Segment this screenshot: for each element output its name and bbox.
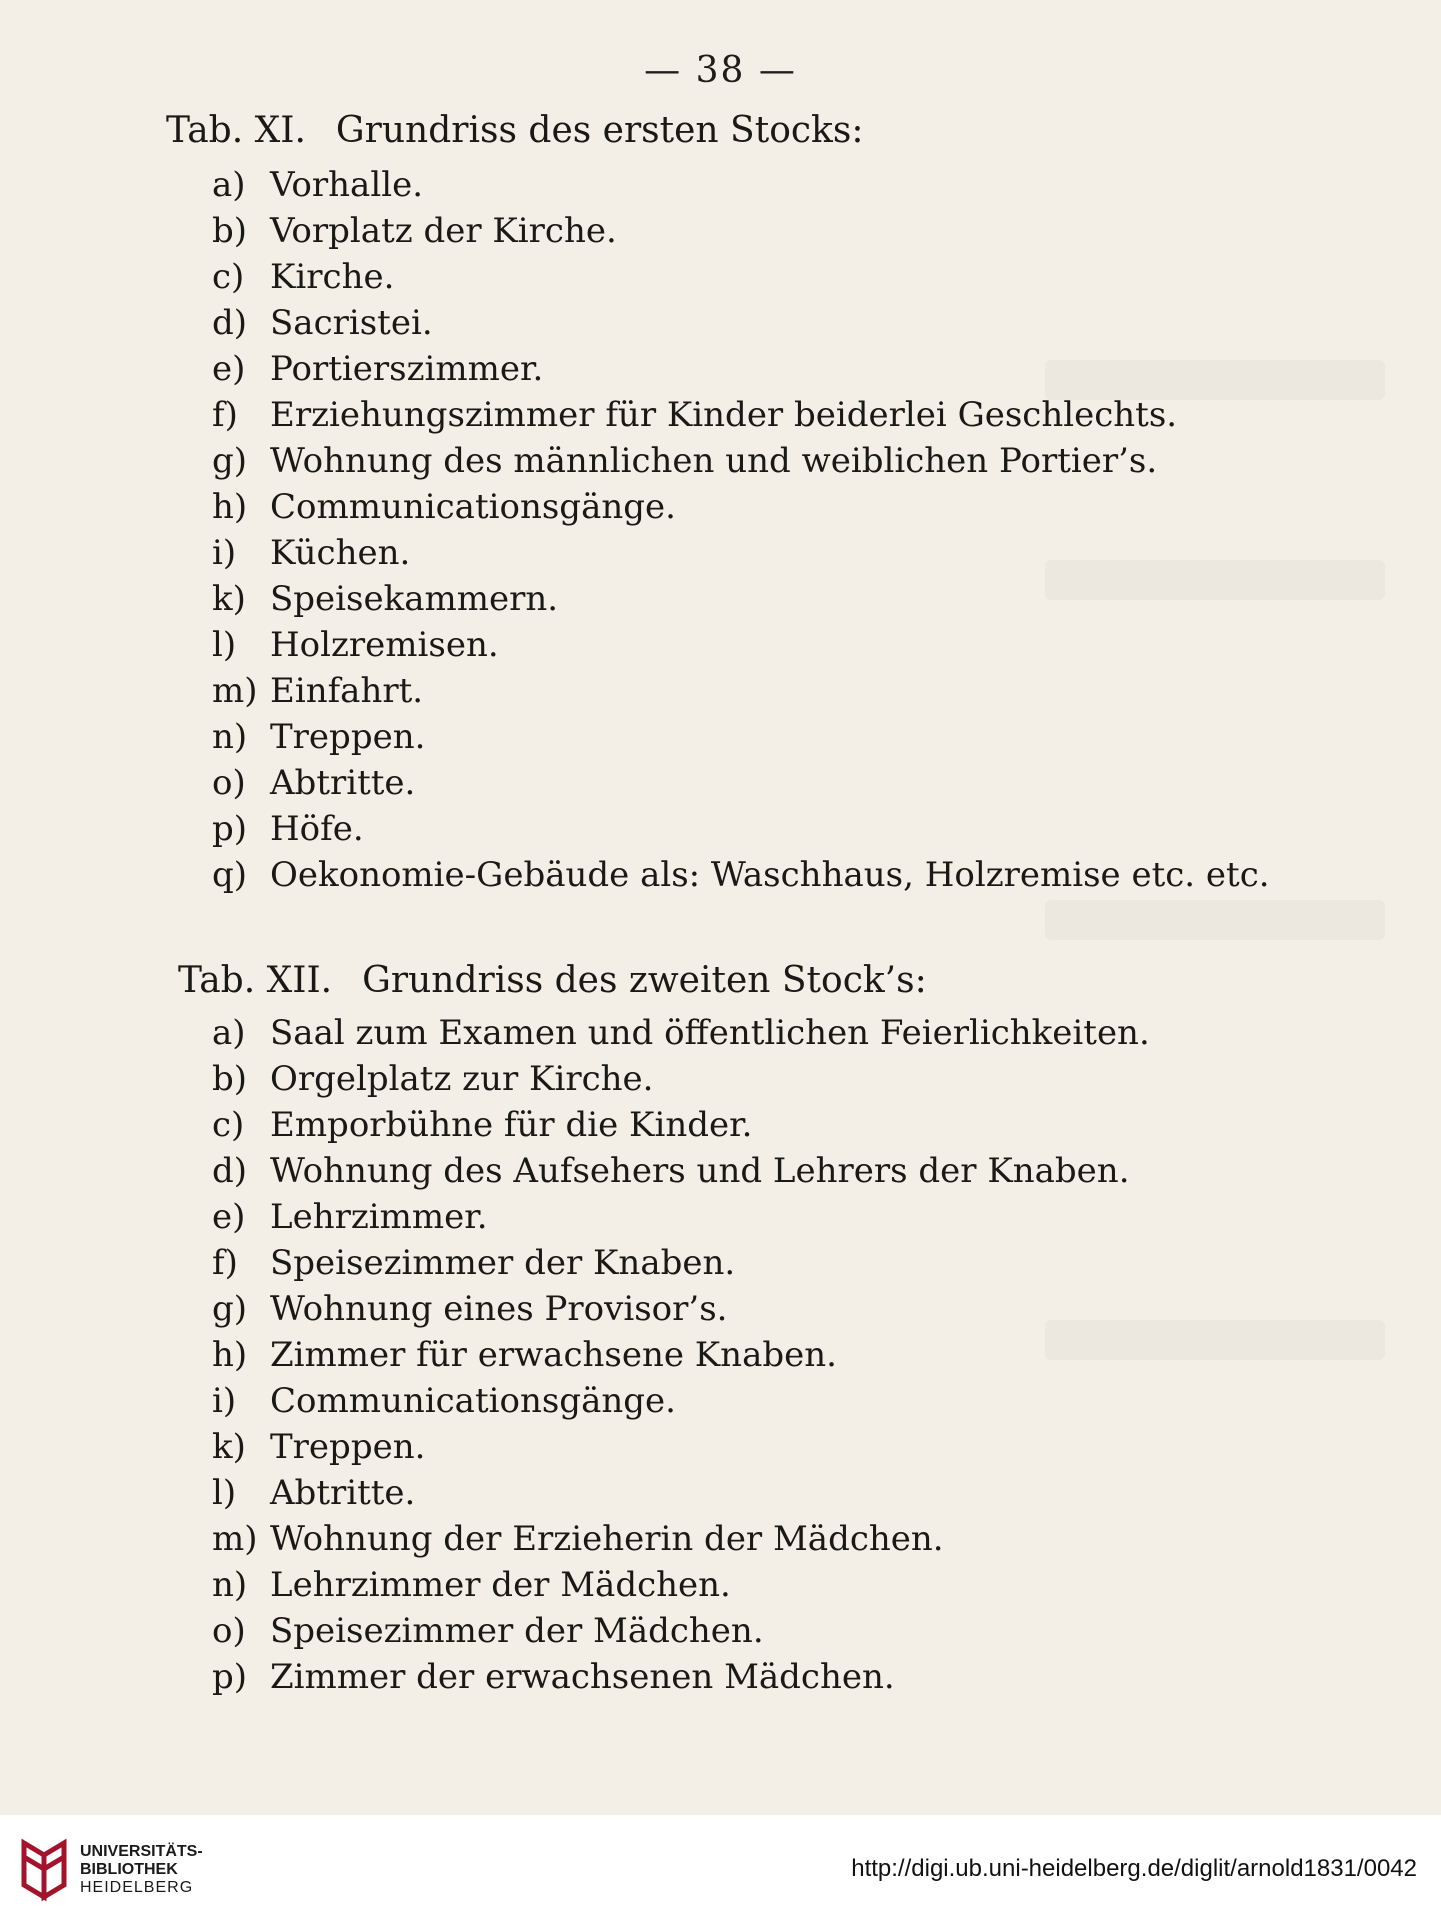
- item-label: a): [212, 1013, 246, 1053]
- item-label: i): [212, 533, 237, 573]
- list-item: [212, 622, 1270, 668]
- list-item: [212, 1240, 1150, 1286]
- item-label: k): [212, 1427, 246, 1467]
- item-label: b): [212, 1059, 248, 1099]
- item-label: d): [212, 303, 248, 343]
- item-text: Abtritte.: [270, 1473, 416, 1513]
- list-item: [212, 392, 1270, 438]
- list-item: [212, 1424, 1150, 1470]
- item-label: p): [212, 1657, 248, 1697]
- item-label: l): [212, 625, 237, 665]
- item-label: g): [212, 1289, 248, 1329]
- item-text: Wohnung eines Provisor’s.: [270, 1289, 728, 1329]
- list-item: [212, 1378, 1150, 1424]
- item-text: Abtritte.: [270, 763, 416, 803]
- item-label: e): [212, 1197, 246, 1237]
- list-item: [212, 1194, 1150, 1240]
- list-item: [212, 530, 1270, 576]
- item-text: Saal zum Examen und öffentlichen Feierlichkeiten.: [270, 1013, 1150, 1053]
- list-item: [212, 1516, 1150, 1562]
- item-label: q): [212, 855, 248, 895]
- room-list-second-floor: [212, 1010, 1150, 1700]
- list-item: [212, 254, 1270, 300]
- item-label: i): [212, 1381, 237, 1421]
- library-name: [80, 1843, 203, 1897]
- item-label: o): [212, 1611, 246, 1651]
- item-label: c): [212, 1105, 245, 1145]
- list-item: [212, 162, 1270, 208]
- list-item: [212, 1102, 1150, 1148]
- list-item: [212, 806, 1270, 852]
- item-label: b): [212, 211, 248, 251]
- item-label: f): [212, 1243, 238, 1283]
- item-label: e): [212, 349, 246, 389]
- list-item: [212, 208, 1270, 254]
- section-heading-tab-xi: [166, 110, 863, 151]
- item-text: Communicationsgänge.: [270, 1381, 676, 1421]
- section-title: Grundriss des zweiten Stock’s:: [362, 960, 927, 1001]
- item-label: n): [212, 717, 248, 757]
- list-item: [212, 1654, 1150, 1700]
- item-label: l): [212, 1473, 237, 1513]
- item-label: m): [212, 1519, 258, 1559]
- item-label: p): [212, 809, 248, 849]
- list-item: [212, 576, 1270, 622]
- item-text: Erziehungszimmer für Kinder beiderlei Geschlechts.: [270, 395, 1178, 435]
- item-label: n): [212, 1565, 248, 1605]
- show-through-shade: [1045, 900, 1385, 940]
- item-text: Speisezimmer der Knaben.: [270, 1243, 736, 1283]
- item-text: Speisezimmer der Mädchen.: [270, 1611, 764, 1651]
- list-item: [212, 1332, 1150, 1378]
- permalink-url[interactable]: http://digi.ub.uni-heidelberg.de/diglit/arnold1831/0042: [851, 1855, 1417, 1882]
- item-text: Lehrzimmer der Mädchen.: [270, 1565, 731, 1605]
- item-text: Vorplatz der Kirche.: [270, 211, 617, 251]
- item-label: m): [212, 671, 258, 711]
- item-text: Zimmer für erwachsene Knaben.: [270, 1335, 837, 1375]
- item-text: Höfe.: [270, 809, 364, 849]
- university-library-logo-icon: [18, 1837, 70, 1903]
- item-label: o): [212, 763, 246, 803]
- library-name-line: BIBLIOTHEK: [80, 1861, 178, 1878]
- section-heading-tab-xii: [178, 960, 927, 1001]
- item-text: Kirche.: [270, 257, 395, 297]
- tab-label: Tab. XII.: [178, 960, 333, 1001]
- list-item: [212, 852, 1270, 898]
- item-text: Vorhalle.: [270, 165, 423, 205]
- list-item: [212, 484, 1270, 530]
- item-label: k): [212, 579, 246, 619]
- item-text: Lehrzimmer.: [270, 1197, 488, 1237]
- list-item: [212, 300, 1270, 346]
- section-title: Grundriss des ersten Stocks:: [335, 110, 864, 151]
- library-name-line: UNIVERSITÄTS-: [80, 1843, 203, 1860]
- room-list-first-floor: [212, 162, 1270, 898]
- item-text: Küchen.: [270, 533, 411, 573]
- list-item: [212, 1470, 1150, 1516]
- item-label: h): [212, 1335, 248, 1375]
- item-label: g): [212, 441, 248, 481]
- item-text: Treppen.: [270, 717, 426, 757]
- list-item: [212, 346, 1270, 392]
- item-text: Orgelplatz zur Kirche.: [270, 1059, 654, 1099]
- tab-label: Tab. XI.: [166, 110, 306, 151]
- list-item: [212, 438, 1270, 484]
- item-text: Treppen.: [270, 1427, 426, 1467]
- item-text: Zimmer der erwachsenen Mädchen.: [270, 1657, 895, 1697]
- library-name-line: HEIDELBERG: [80, 1879, 194, 1896]
- item-label: h): [212, 487, 248, 527]
- item-label: a): [212, 165, 246, 205]
- list-item: [212, 714, 1270, 760]
- item-text: Portierszimmer.: [270, 349, 544, 389]
- item-text: Wohnung des Aufsehers und Lehrers der Knaben.: [270, 1151, 1130, 1191]
- item-text: Speisekammern.: [270, 579, 559, 619]
- item-text: Emporbühne für die Kinder.: [270, 1105, 753, 1145]
- item-label: c): [212, 257, 245, 297]
- list-item: [212, 668, 1270, 714]
- list-item: [212, 1148, 1150, 1194]
- page-number: — 38 —: [644, 50, 797, 91]
- list-item: [212, 1286, 1150, 1332]
- list-item: [212, 760, 1270, 806]
- item-text: Holzremisen.: [270, 625, 499, 665]
- list-item: [212, 1010, 1150, 1056]
- item-label: f): [212, 395, 238, 435]
- item-text: Sacristei.: [270, 303, 433, 343]
- item-text: Wohnung des männlichen und weiblichen Portier’s.: [270, 441, 1158, 481]
- item-text: Einfahrt.: [270, 671, 424, 711]
- list-item: [212, 1608, 1150, 1654]
- item-text: Oekonomie-Gebäude als: Waschhaus, Holzremise etc. etc.: [270, 855, 1270, 895]
- item-label: d): [212, 1151, 248, 1191]
- library-footer: [0, 1815, 1441, 1926]
- item-text: Wohnung der Erzieherin der Mädchen.: [270, 1519, 944, 1559]
- list-item: [212, 1056, 1150, 1102]
- list-item: [212, 1562, 1150, 1608]
- item-text: Communicationsgänge.: [270, 487, 676, 527]
